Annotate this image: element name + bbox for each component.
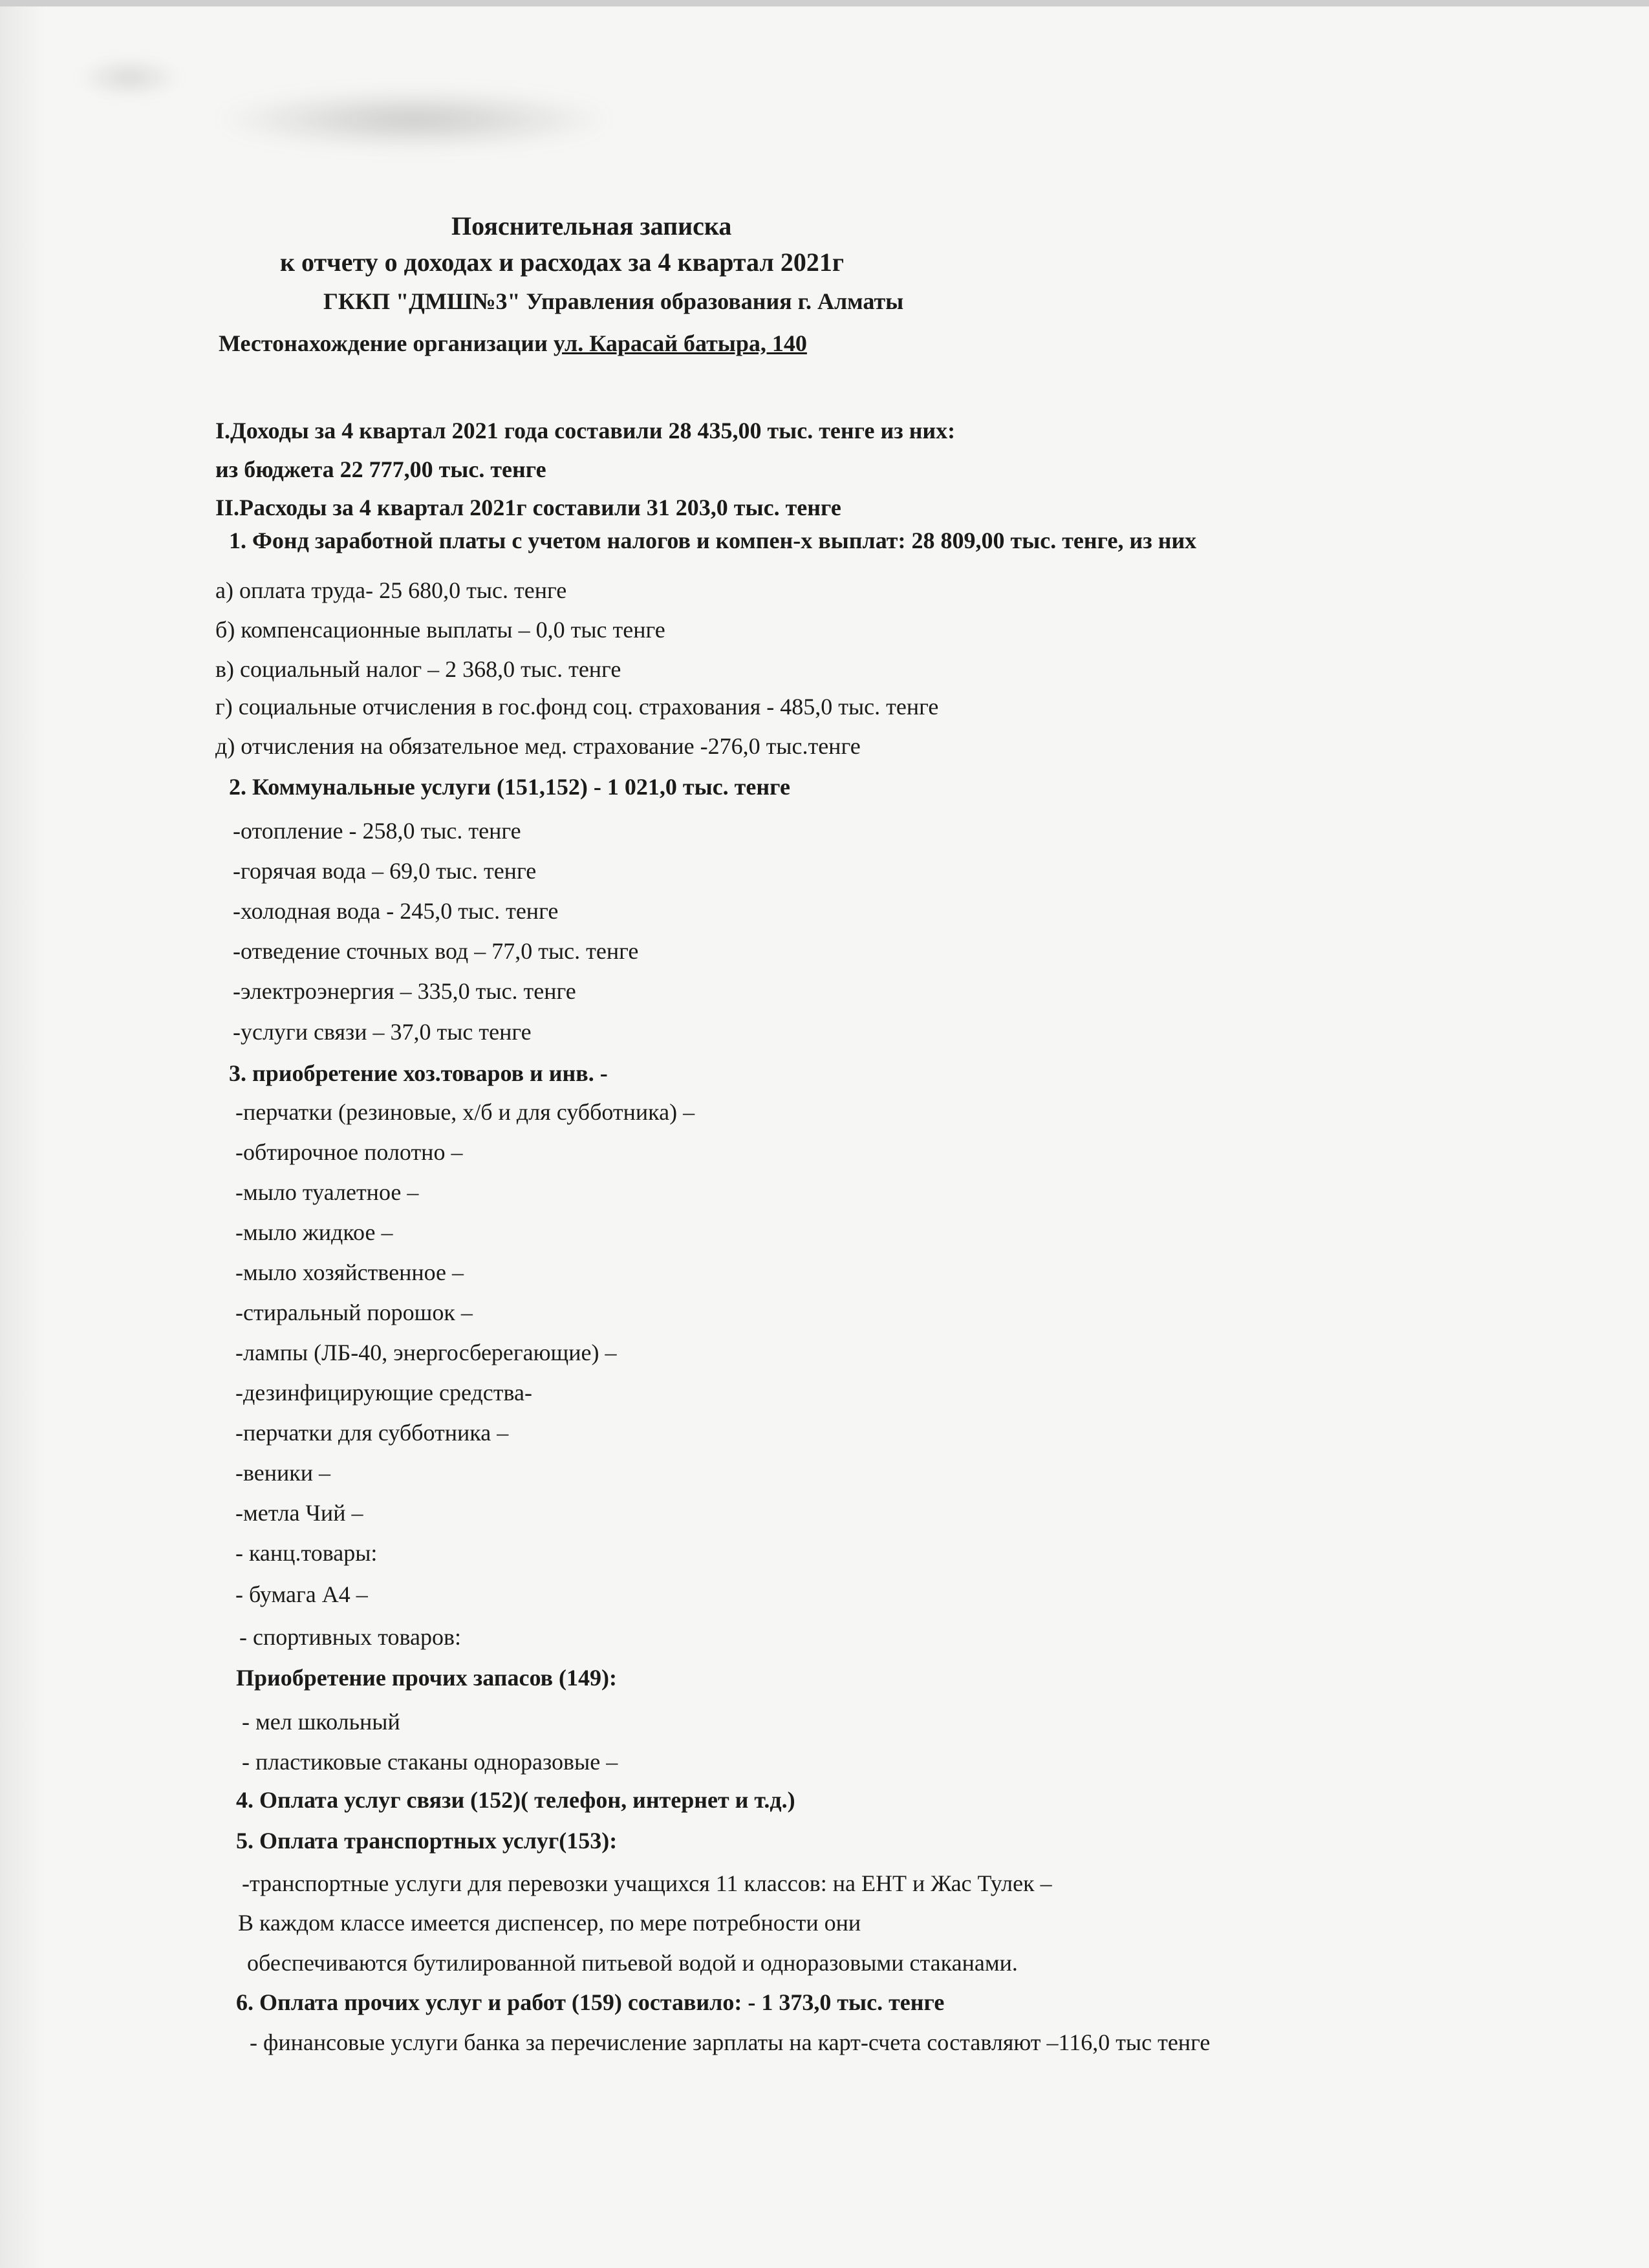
section-6-heading: 6. Оплата прочих услуг и работ (159) составило: - 1 373,0 тыс. тенге bbox=[236, 1989, 945, 2015]
list-item: -лампы (ЛБ-40, энергосберегающие) – bbox=[235, 1340, 617, 1365]
location-label: Местонахождение организации bbox=[219, 330, 548, 356]
list-item: - спортивных товаров: bbox=[239, 1624, 461, 1650]
list-item: -веники – bbox=[235, 1460, 331, 1486]
list-item: -холодная вода - 245,0 тыс. тенге bbox=[233, 898, 559, 924]
list-item: - мел школьный bbox=[242, 1709, 400, 1735]
list-item: -услуги связи – 37,0 тыс тенге bbox=[233, 1019, 532, 1045]
list-item: -отведение сточных вод – 77,0 тыс. тенге bbox=[233, 938, 639, 964]
list-item: д) отчисления на обязательное мед. страхование -276,0 тыс.тенге bbox=[215, 733, 861, 759]
list-item: -транспортные услуги для перевозки учащихся 11 классов: на ЕНТ и Жас Тулек – bbox=[242, 1870, 1052, 1896]
scan-left-edge bbox=[0, 0, 45, 2268]
section-2-heading: 2. Коммунальные услуги (151,152) - 1 021,0 тыс. тенге bbox=[229, 774, 790, 800]
list-item: -горячая вода – 69,0 тыс. тенге bbox=[233, 858, 537, 884]
list-item: -дезинфицирующие средства- bbox=[235, 1380, 532, 1406]
list-item: -мыло туалетное – bbox=[235, 1179, 419, 1205]
list-item: -отопление - 258,0 тыс. тенге bbox=[233, 818, 521, 844]
section-3-heading: 3. приобретение хоз.товаров и инв. - bbox=[229, 1060, 608, 1086]
list-item: - бумага А4 – bbox=[235, 1581, 368, 1607]
list-item: -перчатки (резиновые, х/б и для субботника) – bbox=[235, 1099, 695, 1125]
organization-name: ГККП "ДМШ№3" Управления образования г. Алматы bbox=[323, 288, 904, 314]
scan-top-edge bbox=[0, 0, 1649, 6]
bank-fees-text: - финансовые услуги банка за перечисление зарплаты на карт-счета составляют –116,0 тыс тенге bbox=[250, 2029, 1211, 2055]
section-5-heading: 5. Оплата транспортных услуг(153): bbox=[236, 1828, 618, 1854]
list-item: а) оплата труда- 25 680,0 тыс. тенге bbox=[215, 577, 567, 603]
section-4-heading: 4. Оплата услуг связи (152)( телефон, интернет и т.д.) bbox=[236, 1787, 795, 1813]
scan-smudge bbox=[78, 58, 181, 97]
expenses-total: II.Расходы за 4 квартал 2021г составили 31 203,0 тыс. тенге bbox=[215, 495, 841, 520]
location-value: ул. Карасай батыра, 140 bbox=[553, 330, 807, 356]
other-supplies-heading: Приобретение прочих запасов (149): bbox=[236, 1665, 617, 1691]
income-budget: из бюджета 22 777,00 тыс. тенге bbox=[215, 456, 546, 482]
list-item bbox=[250, 2029, 1210, 2055]
list-item: -мыло хозяйственное – bbox=[235, 1259, 464, 1285]
income-total: I.Доходы за 4 квартал 2021 года составили 28 435,00 тыс. тенге из них: bbox=[215, 418, 956, 444]
list-item: -обтирочное полотно – bbox=[235, 1139, 463, 1165]
note-line: В каждом классе имеется диспенсер, по мере потребности они bbox=[238, 1910, 861, 1936]
list-item: -мыло жидкое – bbox=[235, 1219, 393, 1245]
list-item: -перчатки для субботника – bbox=[235, 1420, 509, 1446]
list-item: в) социальный налог – 2 368,0 тыс. тенге bbox=[215, 656, 621, 682]
note-line: обеспечиваются бутилированной питьевой водой и одноразовыми стаканами. bbox=[247, 1950, 1018, 1976]
document-title: Пояснительная записка bbox=[451, 211, 732, 241]
list-item: -метла Чий – bbox=[235, 1500, 363, 1526]
document-subtitle: к отчету о доходах и расходах за 4 квартал 2021г bbox=[280, 248, 845, 277]
location-line bbox=[219, 330, 807, 356]
list-item: -стиральный порошок – bbox=[235, 1300, 473, 1325]
redacted-smudge bbox=[213, 91, 614, 149]
list-item: - канц.товары: bbox=[235, 1540, 378, 1566]
list-item: -электроэнергия – 335,0 тыс. тенге bbox=[233, 978, 576, 1004]
list-item: - пластиковые стаканы одноразовые – bbox=[242, 1749, 618, 1775]
section-1-heading: 1. Фонд заработной платы с учетом налогов и компен-х выплат: 28 809,00 тыс. тенге, из них bbox=[229, 528, 1197, 553]
list-item: б) компенсационные выплаты – 0,0 тыс тенге bbox=[215, 617, 665, 643]
list-item: г) социальные отчисления в гос.фонд соц. страхования - 485,0 тыс. тенге bbox=[215, 694, 939, 720]
